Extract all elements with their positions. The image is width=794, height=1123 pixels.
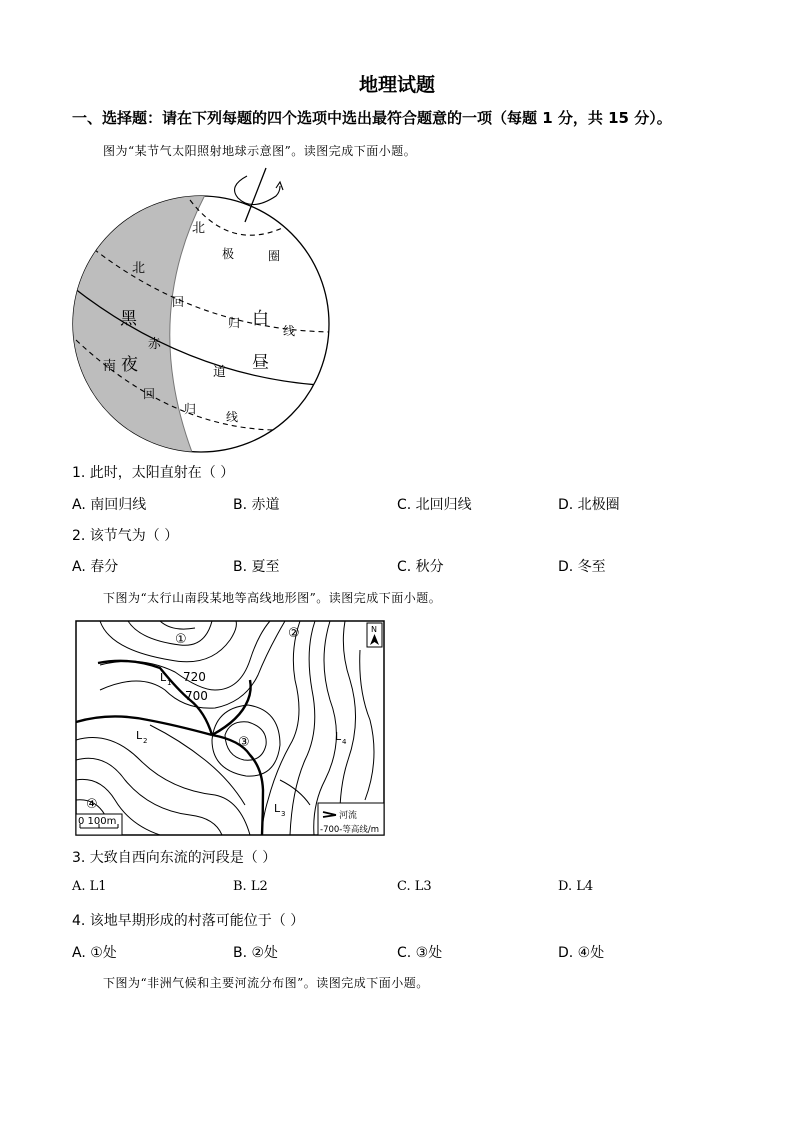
label-bei1: 北 <box>192 221 206 236</box>
label-dao: 道 <box>213 365 227 380</box>
river-l1-label: L <box>160 671 167 684</box>
q1-option-c[interactable]: C. 北回归线 <box>397 497 472 513</box>
label-hui2: 回 <box>143 387 156 401</box>
label-nan: 南 <box>103 359 117 374</box>
label-quan: 圈 <box>268 249 281 263</box>
contour-map-figure <box>74 619 386 837</box>
label-hei: 黑 <box>120 309 137 329</box>
river-l4-sub: 4 <box>342 738 347 746</box>
q1-option-d[interactable]: D. 北极圈 <box>558 497 620 513</box>
q1-option-a[interactable]: A. 南回归线 <box>72 497 147 513</box>
north-arrow-letter: N <box>371 625 377 634</box>
page-title: 地理试题 <box>358 74 435 96</box>
point-3-label: ③ <box>238 735 250 750</box>
q4-option-d[interactable]: D. ④处 <box>558 945 605 961</box>
q3-option-d[interactable]: D. L4 <box>558 879 594 894</box>
question-3-stem: 3. 大致自西向东流的河段是（ ） <box>72 850 277 866</box>
label-hui1: 回 <box>172 295 185 309</box>
river-l1-sub: 1 <box>167 679 172 687</box>
section-heading: 一、选择题：请在下列每题的四个选项中选出最符合题意的一项（每题 1 分，共 15 分）。 <box>72 109 672 127</box>
q4-option-a[interactable]: A. ①处 <box>72 945 117 961</box>
q3-option-b[interactable]: B. L2 <box>233 879 268 894</box>
q1-option-b[interactable]: B. 赤道 <box>233 497 280 513</box>
intro-africa-map: 下图为“非洲气候和主要河流分布图”。读图完成下面小题。 <box>103 976 429 990</box>
globe-figure <box>66 164 338 464</box>
label-bai: 白 <box>252 309 269 329</box>
q2-option-c[interactable]: C. 秋分 <box>397 559 444 575</box>
intro-globe: 图为“某节气太阳照射地球示意图”。读图完成下面小题。 <box>103 144 417 158</box>
q4-option-c[interactable]: C. ③处 <box>397 945 443 961</box>
label-xian2: 线 <box>226 410 239 424</box>
river-l2-sub: 2 <box>143 737 148 745</box>
river-l3-label: L <box>274 802 281 815</box>
legend-contour-label: -700-等高线/m <box>320 825 380 835</box>
q3-option-a[interactable]: A. L1 <box>72 879 107 894</box>
point-1-label: ① <box>175 632 187 647</box>
scale-label: 0 100m <box>78 816 117 827</box>
contour-720-label: 720 <box>183 670 206 684</box>
legend-river-label: 河流 <box>339 811 358 821</box>
q2-option-b[interactable]: B. 夏至 <box>233 559 280 575</box>
contour-700-label: 700 <box>185 689 208 703</box>
label-gui2: 归 <box>184 402 197 416</box>
river-l4-label: L <box>335 730 342 743</box>
river-l2-label: L <box>136 729 143 742</box>
question-2-stem: 2. 该节气为（ ） <box>72 528 179 544</box>
label-gui1: 归 <box>228 316 241 330</box>
label-bei2: 北 <box>132 261 146 276</box>
river-l3-sub: 3 <box>281 810 286 818</box>
q3-option-c[interactable]: C. L3 <box>397 879 432 894</box>
q2-option-d[interactable]: D. 冬至 <box>558 559 606 575</box>
q4-option-b[interactable]: B. ②处 <box>233 945 279 961</box>
label-zhou: 昼 <box>252 353 269 373</box>
intro-contour-map: 下图为“太行山南段某地等高线地形图”。读图完成下面小题。 <box>103 591 442 605</box>
question-1-stem: 1. 此时，太阳直射在（ ） <box>72 465 235 481</box>
label-ye: 夜 <box>121 355 138 375</box>
label-ji: 极 <box>222 247 235 261</box>
q2-option-a[interactable]: A. 春分 <box>72 559 119 575</box>
point-2-label: ② <box>288 626 300 641</box>
question-4-stem: 4. 该地早期形成的村落可能位于（ ） <box>72 913 305 929</box>
label-chi: 赤 <box>148 337 162 352</box>
point-4-label: ④ <box>86 797 98 812</box>
label-xian1: 线 <box>283 324 296 338</box>
